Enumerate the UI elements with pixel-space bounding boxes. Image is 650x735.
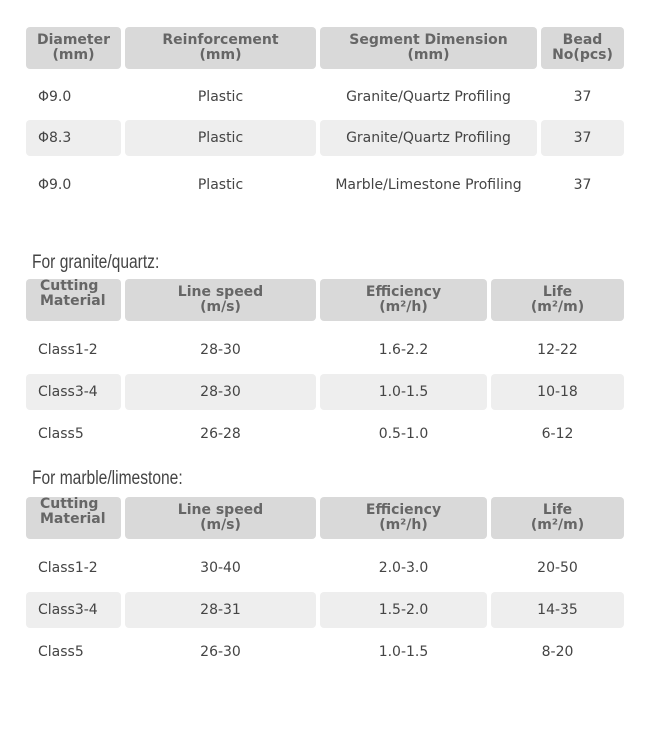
header-efficiency: Efficiency (m²/h) bbox=[320, 497, 487, 539]
cell-life: 14-35 bbox=[491, 592, 624, 628]
table-row bbox=[26, 634, 624, 670]
cell-reinforcement: Plastic bbox=[197, 89, 244, 105]
cell-segment-dimension: Granite/Quartz Profiling bbox=[320, 120, 537, 156]
cell-cutting-material: Class5 bbox=[38, 644, 84, 660]
cell-line-speed: 28-31 bbox=[125, 592, 316, 628]
cell-bead-no: 37 bbox=[541, 120, 624, 156]
cell-diameter: Φ9.0 bbox=[38, 177, 72, 193]
cell-efficiency: 0.5-1.0 bbox=[378, 426, 429, 442]
marble-table bbox=[26, 496, 624, 660]
table-header-row bbox=[26, 497, 624, 539]
cell-segment-dimension: Marble/Limestone Profiling bbox=[335, 177, 522, 193]
header-reinforcement: Reinforcement (mm) bbox=[125, 27, 316, 69]
table-row bbox=[26, 167, 624, 203]
cell-efficiency: 1.0-1.5 bbox=[378, 644, 429, 660]
table-header-row bbox=[26, 27, 624, 69]
cell-reinforcement: Plastic bbox=[125, 120, 316, 156]
table-row bbox=[26, 332, 624, 368]
cell-life: 20-50 bbox=[537, 560, 578, 576]
table-row bbox=[26, 79, 624, 115]
header-cutting-material: Cutting Material bbox=[26, 279, 121, 321]
cell-bead-no: 37 bbox=[573, 177, 592, 193]
cell-reinforcement: Plastic bbox=[197, 177, 244, 193]
cell-life: 10-18 bbox=[491, 374, 624, 410]
cell-efficiency: 1.5-2.0 bbox=[320, 592, 487, 628]
cell-bead-no: 37 bbox=[573, 89, 592, 105]
header-cutting-material: Cutting Material bbox=[26, 497, 121, 539]
cell-life: 8-20 bbox=[541, 644, 574, 660]
header-line-speed: Line speed (m/s) bbox=[125, 497, 316, 539]
cell-efficiency: 1.6-2.2 bbox=[378, 342, 429, 358]
table-row bbox=[26, 374, 624, 410]
cell-cutting-material: Class1-2 bbox=[38, 560, 98, 576]
cell-segment-dimension: Granite/Quartz Profiling bbox=[346, 89, 511, 105]
header-diameter: Diameter (mm) bbox=[26, 27, 121, 69]
cell-cutting-material: Class5 bbox=[38, 426, 84, 442]
diameter-table bbox=[26, 27, 624, 193]
table-row bbox=[26, 550, 624, 586]
cell-cutting-material: Class3-4 bbox=[26, 374, 121, 410]
header-bead-no: Bead No(pcs) bbox=[541, 27, 624, 69]
cell-diameter: Φ9.0 bbox=[38, 89, 72, 105]
granite-table bbox=[26, 278, 624, 442]
cell-efficiency: 2.0-3.0 bbox=[378, 560, 429, 576]
header-life: Life (m²/m) bbox=[491, 279, 624, 321]
cell-line-speed: 26-28 bbox=[200, 426, 241, 442]
cell-diameter: Φ8.3 bbox=[26, 120, 121, 156]
cell-efficiency: 1.0-1.5 bbox=[320, 374, 487, 410]
table-header-row bbox=[26, 279, 624, 321]
cell-line-speed: 28-30 bbox=[125, 374, 316, 410]
marble-section-title: For marble/limestone: bbox=[32, 468, 183, 489]
cell-cutting-material: Class3-4 bbox=[26, 592, 121, 628]
cell-line-speed: 28-30 bbox=[200, 342, 241, 358]
header-life: Life (m²/m) bbox=[491, 497, 624, 539]
header-segment-dimension: Segment Dimension (mm) bbox=[320, 27, 537, 69]
header-efficiency: Efficiency (m²/h) bbox=[320, 279, 487, 321]
table-row bbox=[26, 120, 624, 156]
table-row bbox=[26, 592, 624, 628]
header-line-speed: Line speed (m/s) bbox=[125, 279, 316, 321]
cell-cutting-material: Class1-2 bbox=[38, 342, 98, 358]
cell-line-speed: 26-30 bbox=[200, 644, 241, 660]
cell-line-speed: 30-40 bbox=[200, 560, 241, 576]
table-row bbox=[26, 416, 624, 452]
granite-section-title: For granite/quartz: bbox=[32, 252, 160, 273]
cell-life: 6-12 bbox=[541, 426, 574, 442]
cell-life: 12-22 bbox=[537, 342, 578, 358]
